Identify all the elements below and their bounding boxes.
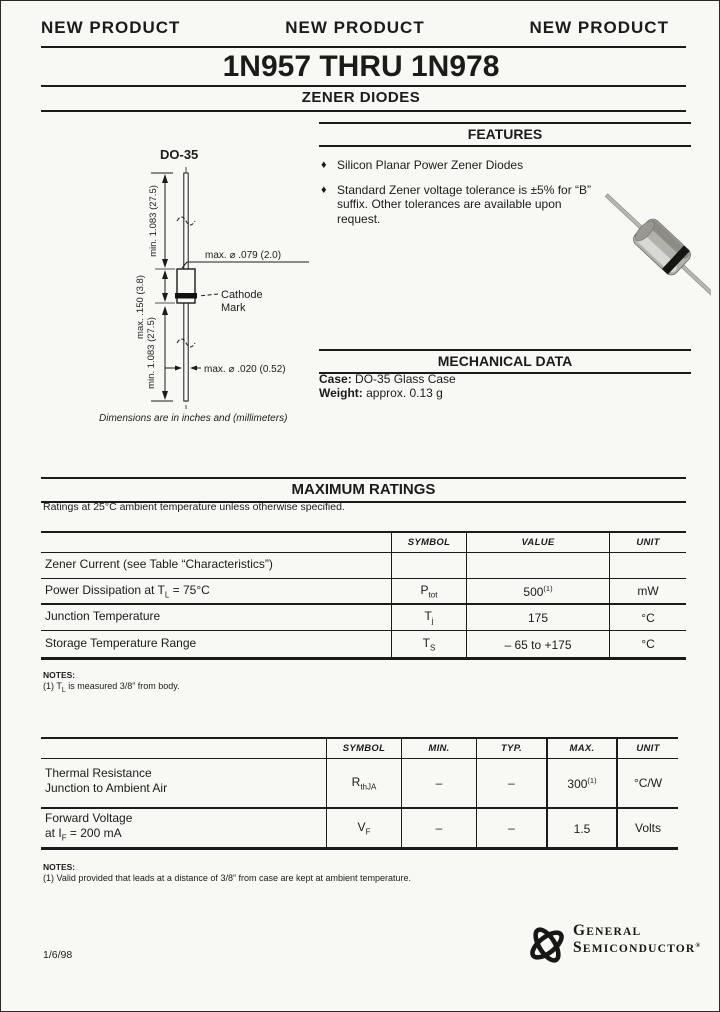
row-unit: mW [609,579,686,605]
feature-item [321,158,621,172]
dim-label-body-diameter: max. ⌀ .079 (2.0) [205,250,282,261]
row-symbol: $P_{tot}$ [391,579,466,605]
table-header-cell [41,739,326,759]
dim-label-lead-diameter: max. ⌀ .020 (0.52) [204,364,286,375]
arrow-down-icon [162,391,168,400]
max-ratings-heading: MAXIMUM RATINGS [41,477,686,503]
feature-text: Silicon Planar Power Zener Diodes [337,158,524,172]
dim-label-lead-top: min. 1.083 (27.5) [148,185,159,257]
logo-text: GENERAL SEMICONDUCTOR® [573,922,701,956]
bullet-diamond-icon: ♦ [321,184,327,196]
row-unit: Volts [616,809,678,847]
banner-left: NEW PRODUCT [41,18,181,37]
callout-leader [199,294,218,296]
weight-line [319,386,443,400]
page-subtitle: ZENER DIODES [301,89,421,106]
notes-title: NOTES: [43,862,76,872]
weight-label: Weight: [319,386,363,400]
row-symbol [391,553,466,579]
arrow-up-icon [162,174,168,183]
cathode-label: Mark [221,302,246,314]
mechanical-heading: MECHANICAL DATA [319,349,691,374]
case-value: DO-35 Glass Case [355,372,456,386]
row-min: – [401,809,476,847]
divider [41,85,686,87]
general-semiconductor-logo [525,923,700,968]
notes-item: (1) Valid provided that leads at a distance of 3/8” from case are kept at ambient temperature. [43,873,412,883]
row-unit: °C [609,631,686,657]
notes-item: (1) $T_L$ is measured 3/8” from body. [43,681,180,694]
row-symbol: $T_j$ [391,605,466,631]
arrow-down-icon [162,293,168,302]
package-outline-drawing [91,161,321,413]
row-unit [609,553,686,579]
row-typ: – [476,759,546,809]
divider [41,110,686,112]
row-symbol: $V_F$ [326,809,401,847]
table-header-max: MAX. [546,739,616,759]
table-header-cell [41,533,391,553]
characteristics-table [41,737,678,850]
cathode-label: Cathode [221,289,263,301]
row-unit: °C [609,605,686,631]
package-name: DO-35 [160,147,199,162]
row-label: Forward Voltage at $I_F = 200$ mA [45,810,133,843]
weight-value: approx. 0.13 g [366,386,443,400]
row-typ: – [476,809,546,847]
arrow-left-icon [190,366,197,371]
bullet-diamond-icon: ♦ [321,159,327,171]
arrow-down-icon [162,259,168,268]
table-header-unit: UNIT [609,533,686,553]
banner-center: NEW PRODUCT [285,18,425,37]
case-line [319,372,456,386]
arrow-right-icon [175,366,182,371]
ratings-intro: Ratings at 25°C ambient temperature unless otherwise specified. [43,501,345,513]
row-symbol: $T_S$ [391,631,466,657]
row-label: Junction Temperature [41,605,391,631]
arrow-up-icon [162,270,168,279]
cathode-band-mark [175,293,197,299]
page-title: 1N957 THRU 1N978 [222,50,500,83]
row-value: – 65 to +175 [466,631,609,657]
row-value [466,553,609,579]
case-label: Case: [319,372,352,386]
banner-right: NEW PRODUCT [529,18,669,37]
row-min: – [401,759,476,809]
row-max: 1.5 [546,809,616,847]
row-label: Storage Temperature Range [45,635,197,650]
features-heading: FEATURES [319,122,691,147]
row-max: 300$^{(1)}$ [546,759,616,809]
registered-mark: ® [695,942,701,949]
dimensions-note: Dimensions are in inches and (millimeters) [99,413,288,424]
row-label: Thermal Resistance Junction to Ambient Air [41,759,326,809]
divider [41,46,686,48]
new-product-banner [41,18,669,38]
diode-photo [596,169,711,317]
table-header-unit: UNIT [616,739,678,759]
table-header-symbol: SYMBOL [391,533,466,553]
row-unit: °C/W [616,759,678,809]
row-label: Power Dissipation at $T_L = 75^\circ C$ [41,579,391,605]
row-label: Zener Current (see Table “Characteristics”) [41,553,391,579]
gs-atom-icon [525,923,569,967]
feature-text: Standard Zener voltage tolerance is ±5% for “B” suffix. Other tolerances are available upon request. [337,183,592,226]
row-symbol: $R_{thJA}$ [326,759,401,809]
row-value: 175 [466,605,609,631]
arrow-up-icon [162,306,168,315]
footer-date: 1/6/98 [43,949,73,961]
table-header-value: VALUE [466,533,609,553]
table-header-typ: TYP. [476,739,546,759]
dim-label-body-length: max. .150 (3.8) [135,275,146,339]
feature-item [321,183,609,226]
table-header-min: MIN. [401,739,476,759]
row-value: 500$^{(1)}$ [466,579,609,605]
dim-label-lead-bottom: min. 1.083 (27.5) [146,317,157,389]
notes-title: NOTES: [43,670,76,680]
max-ratings-table [41,531,686,660]
table-header-symbol: SYMBOL [326,739,401,759]
